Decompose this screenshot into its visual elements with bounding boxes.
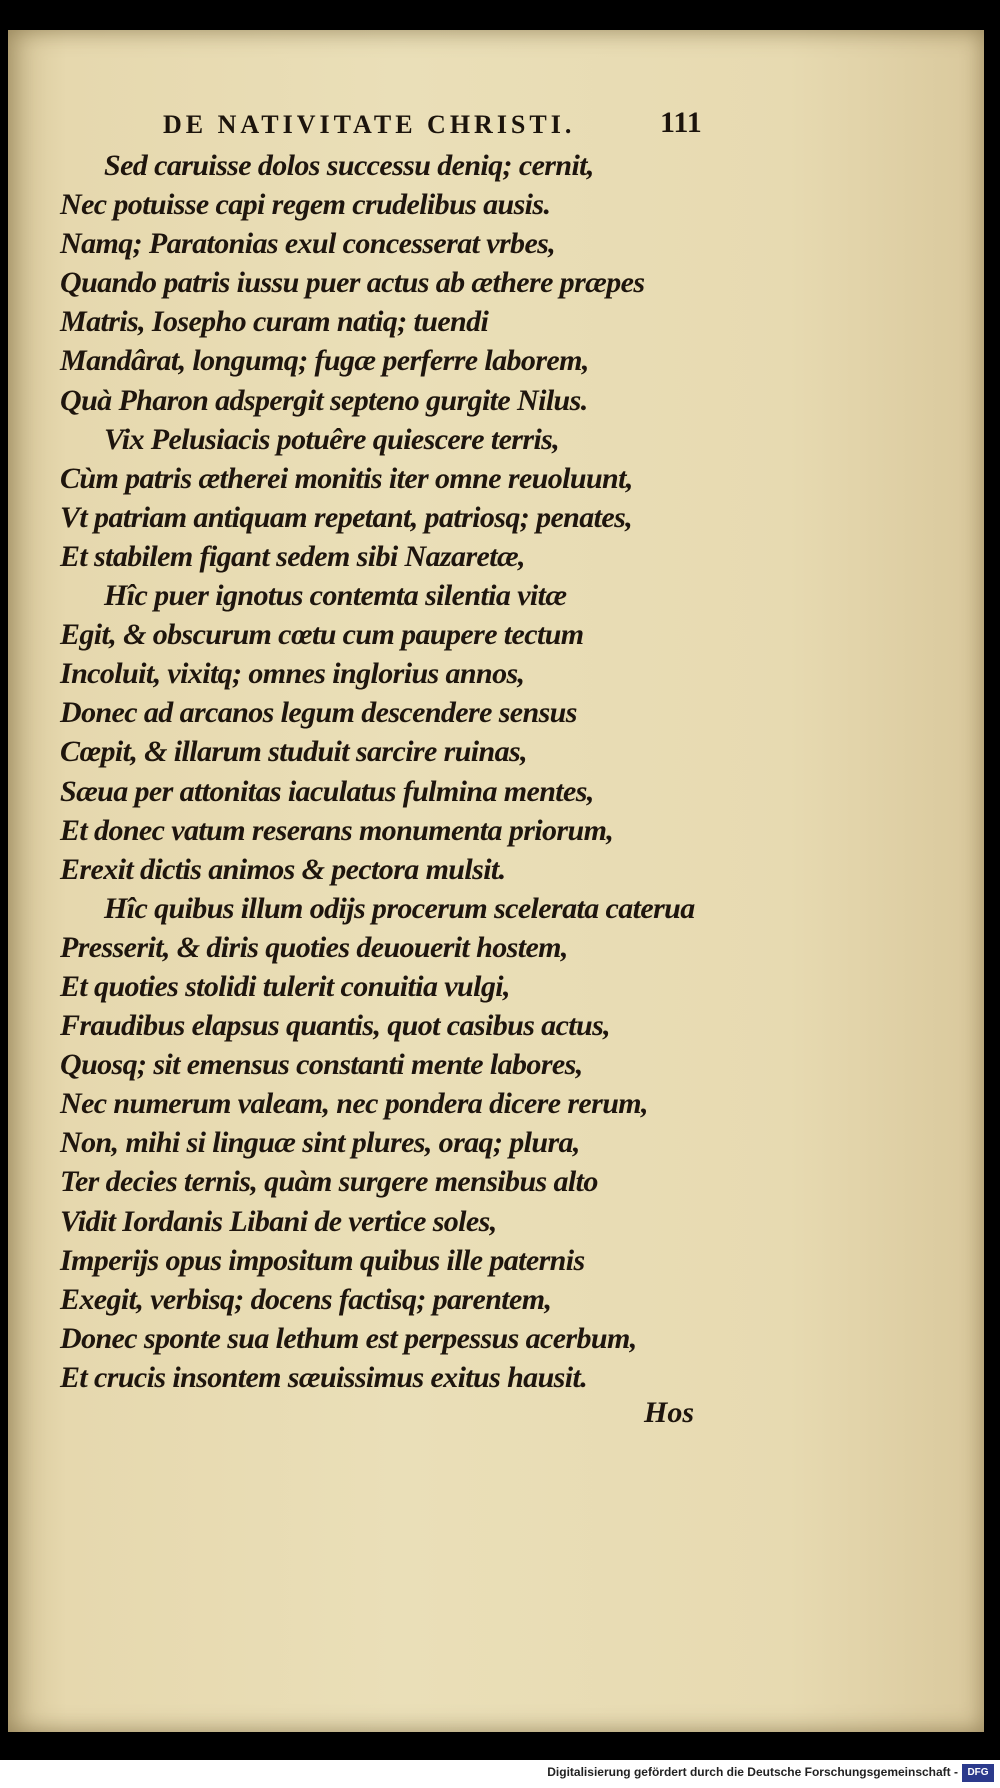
verse-line: Imperijs opus impositum quibus ille paternis — [60, 1243, 585, 1277]
verse-line: Namq; Paratonias exul concesserat vrbes, — [60, 227, 556, 261]
verse-line: Hîc puer ignotus contemta silentia vitæ — [104, 579, 567, 613]
verse-line: Exegit, verbisq; docens factisq; parentem, — [60, 1282, 552, 1316]
verse-line: Donec sponte sua lethum est perpessus acerbum, — [60, 1321, 637, 1355]
digitization-credit: Digitalisierung gefördert durch die Deutsche Forschungsgemeinschaft - — [547, 1765, 958, 1779]
folio-number: 111 — [660, 106, 702, 139]
verse-line: Et crucis insontem sæuissimus exitus hausit. — [60, 1360, 588, 1394]
verse-line: Et stabilem figant sedem sibi Nazaretæ, — [60, 539, 525, 573]
verse-line: Et donec vatum reserans monumenta priorum, — [60, 813, 614, 847]
verse-line: Vidit Iordanis Libani de vertice soles, — [60, 1204, 497, 1238]
verse-line: Vix Pelusiacis potuêre quiescere terris, — [104, 422, 560, 456]
verse-line: Nec potuisse capi regem crudelibus ausis. — [60, 188, 551, 222]
verse-line: Incoluit, vixitq; omnes inglorius annos, — [60, 657, 525, 691]
verse-line: Quando patris iussu puer actus ab æthere præpes — [60, 266, 645, 300]
verse-line: Sed caruisse dolos successu deniq; cernit, — [104, 149, 594, 182]
verse-line: Erexit dictis animos & pectora mulsit. — [60, 852, 506, 886]
verse-line: Fraudibus elapsus quantis, quot casibus actus, — [60, 1009, 611, 1043]
catchword: Hos — [644, 1396, 695, 1429]
verse-line: Ter decies ternis, quàm surgere mensibus alto — [60, 1165, 598, 1199]
running-head: DE NATIVITATE CHRISTI. — [163, 110, 576, 139]
book-page — [8, 30, 984, 1732]
verse-line: Nec numerum valeam, nec pondera dicere rerum, — [60, 1087, 648, 1121]
verse-line: Egit, & obscurum cœtu cum paupere tectum — [60, 618, 584, 652]
verse-line: Non, mihi si linguæ sint plures, oraq; plura, — [60, 1126, 580, 1160]
verse-block — [60, 146, 960, 1397]
verse-line: Et quoties stolidi tulerit conuitia vulgi, — [60, 969, 510, 1003]
verse-line: Quà Pharon adspergit septeno gurgite Nilus. — [60, 383, 588, 417]
verse-line: Presserit, & diris quoties deuouerit hostem, — [60, 930, 568, 964]
verse-line: Cùm patris ætherei monitis iter omne reuoluunt, — [60, 461, 633, 495]
verse-line: Cœpit, & illarum studuit sarcire ruinas, — [60, 735, 527, 769]
verse-line: Matris, Iosepho curam natiq; tuendi — [60, 305, 489, 339]
verse-line: Mandârat, longumq; fugæ perferre laborem, — [60, 344, 589, 378]
verse-line: Donec ad arcanos legum descendere sensus — [60, 696, 577, 730]
verse-line: Quosq; sit emensus constanti mente labores, — [60, 1048, 583, 1082]
dfg-logo-icon: DFG — [962, 1764, 994, 1782]
verse-line: Sæua per attonitas iaculatus fulmina mentes, — [60, 774, 594, 808]
verse-line: Vt patriam antiquam repetant, patriosq; penates, — [60, 500, 633, 534]
verse-line: Hîc quibus illum odijs procerum scelerata caterua — [104, 891, 695, 925]
